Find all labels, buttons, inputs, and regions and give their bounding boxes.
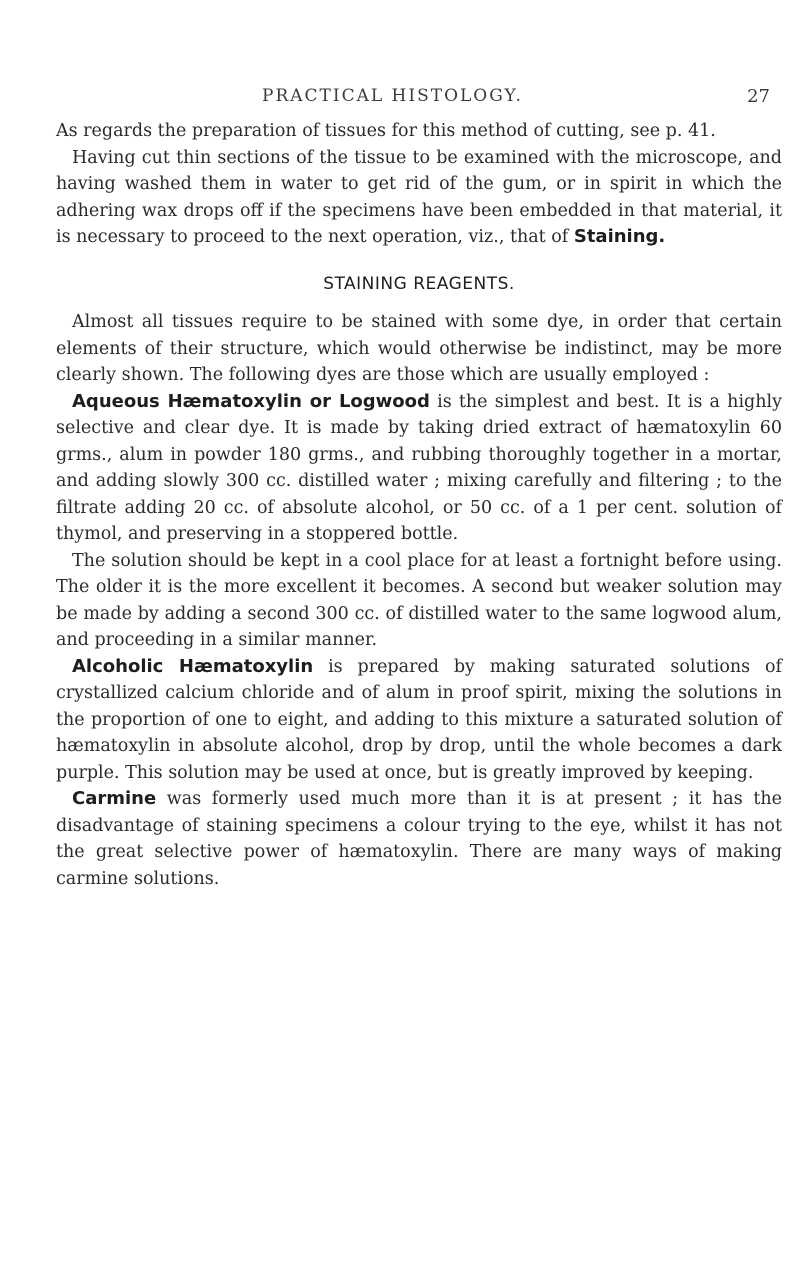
paragraph-carmine bbox=[56, 786, 782, 892]
term-staining: Staining. bbox=[573, 226, 666, 247]
paragraph-text: Having cut thin sections of the tissue to be examined with the microscope, and having washed them in water to get rid of the gum, or in spirit in which the adhering wax drops off if the specimens have been embedded in that material, it is necessary to proceed to the next operation, viz., that of bbox=[56, 147, 782, 247]
page-body bbox=[56, 118, 782, 892]
paragraph-text: As regards the preparation of tissues for this method of cutting, see p. 41. bbox=[56, 121, 716, 141]
paragraph-text: is the simplest and best. It is a highly selective and clear dye. It is made by taking dried extract of hæmatoxylin 60 grms., alum in powder 180 grms., and rubbing thoroughly together in a mortar, and adding slowly 300 cc. distilled water ; mixing carefully and filtering ; to the filtrate adding 20 cc. of absolute alcohol, or 50 cc. of a 1 per cent. solution of thymol, and preserving in a stoppered bottle. bbox=[56, 391, 782, 544]
paragraph-cutting-reference bbox=[56, 118, 782, 145]
paragraph-solution-keeping bbox=[56, 548, 782, 654]
paragraph-aqueous-haematoxylin bbox=[56, 389, 782, 548]
paragraph-alcoholic-haematoxylin bbox=[56, 654, 782, 787]
paragraph-text: was formerly used much more than it is at present ; it has the disadvantage of staining specimens a colour trying to the eye, whilst it has not the great selective power of hæmatoxylin. There are many ways of making carmine solutions. bbox=[56, 789, 782, 889]
paragraph-dyes-intro bbox=[56, 309, 782, 389]
paragraph-text: The solution should be kept in a cool place for at least a fortnight before using. The older it is the more excellent it becomes. A second but weaker solution may be made by adding a second 300 cc. of distilled water to the same logwood alum, and proceeding in a similar manner. bbox=[56, 550, 782, 650]
page-number: 27 bbox=[747, 86, 770, 107]
term-carmine: Carmine bbox=[72, 788, 157, 809]
paragraph-text: is prepared by making saturated solutions of crystallized calcium chloride and of alum in proof spirit, mixing the solutions in the proportion of one to eight, and adding to this mixture a saturated solution of hæmatoxylin in absolute alcohol, drop by drop, until the whole becomes a dark purple. This solution may be used at once, but is greatly improved by keeping. bbox=[56, 656, 783, 783]
paragraph-staining-intro bbox=[56, 145, 782, 251]
term-alcoholic-haematoxylin: Alcoholic Hæmatoxylin bbox=[72, 655, 314, 677]
running-title: PRACTICAL HISTOLOGY. bbox=[262, 86, 523, 106]
paragraph-text: Almost all tissues require to be stained with some dye, in order that certain elements of their structure, which would otherwise be indistinct, may be more clearly shown. The following dyes are those which are usually employed : bbox=[56, 312, 782, 385]
term-aqueous-haematoxylin: Aqueous Hæmatoxylin or Logwood bbox=[72, 390, 430, 412]
section-heading: STAINING REAGENTS. bbox=[323, 273, 515, 294]
running-head bbox=[0, 86, 800, 110]
